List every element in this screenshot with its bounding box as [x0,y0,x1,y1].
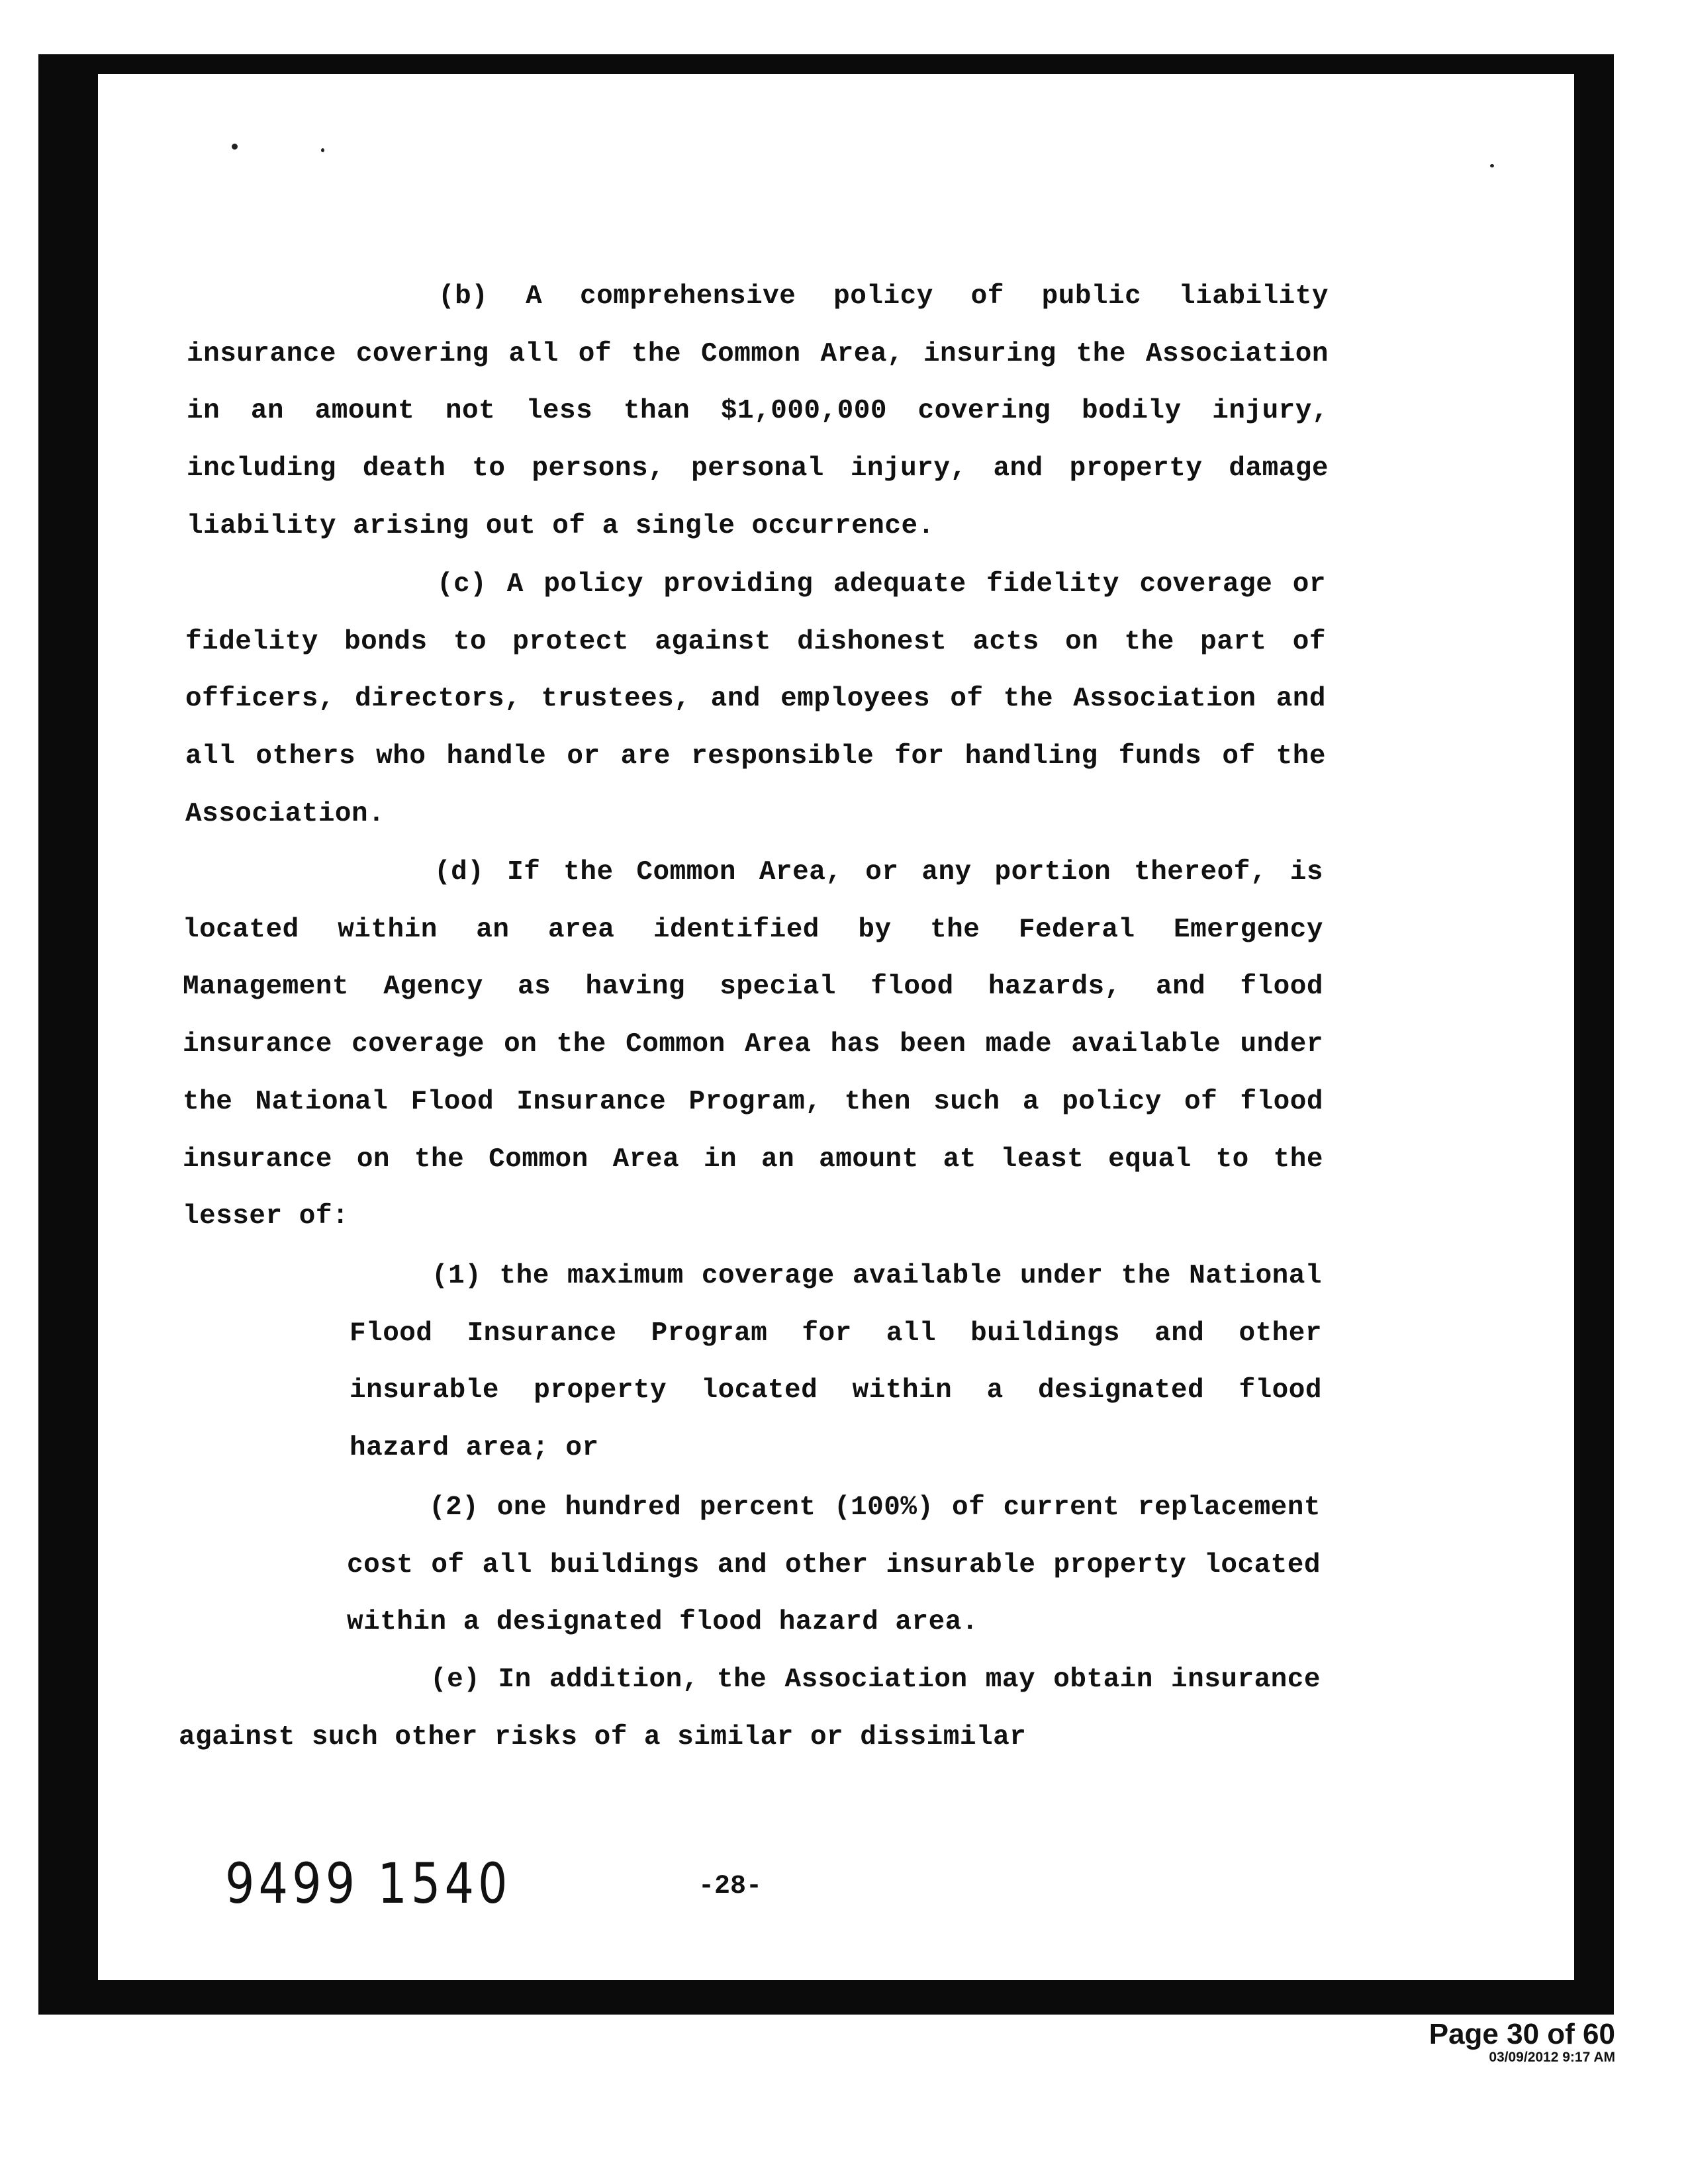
paragraph-c-text: (c) A policy providing adequate fidelity coverage or fidelity bonds to protect against dishonest acts on the part of officers, directors, trustees, and employees of the Association and all others who handle or are responsible for handling funds of the Association. [185,569,1326,829]
paragraph-c [185,556,1326,843]
paragraph-d [183,844,1323,1246]
book-page-number: 9499 1540 [225,1850,512,1917]
paragraph-d-1-text: (1) the maximum coverage available under the National Flood Insurance Program for all buildings and other insurable property located within a designated flood hazard area; or [350,1261,1322,1464]
paragraph-b [187,268,1329,555]
paragraph-e [179,1651,1321,1766]
timestamp: 03/09/2012 9:17 AM [1489,2050,1615,2065]
paragraph-d-text: (d) If the Common Area, or any portion thereof, is located within an area identified by the Federal Emergency Management Agency as having special flood hazards, and flood insurance coverage on the Common Area has been made available under the National Flood Insurance Program, then such a policy of flood insurance on the Common Area in an amount at least equal to the lesser of: [183,857,1323,1232]
footer-stamp [1429,2020,1615,2066]
paragraph-d-2 [347,1479,1321,1651]
page-number: -28- [698,1872,763,1901]
paragraph-e-text: (e) In addition, the Association may obtain insurance against such other risks of a similar or dissimilar [179,1664,1321,1752]
paragraph-d-1 [350,1248,1322,1477]
page-of-label: Page 30 of 60 [1429,2018,1615,2050]
paragraph-d-2-text: (2) one hundred percent (100%) of current replacement cost of all buildings and other insurable property located within a designated flood hazard area. [347,1492,1321,1638]
paragraph-b-text: (b) A comprehensive policy of public liability insurance covering all of the Common Area, insuring the Association in an amount not less than $1,000,000 covering bodily injury, including death to persons, personal injury, and property damage liability arising out of a single occurrence. [187,281,1329,541]
